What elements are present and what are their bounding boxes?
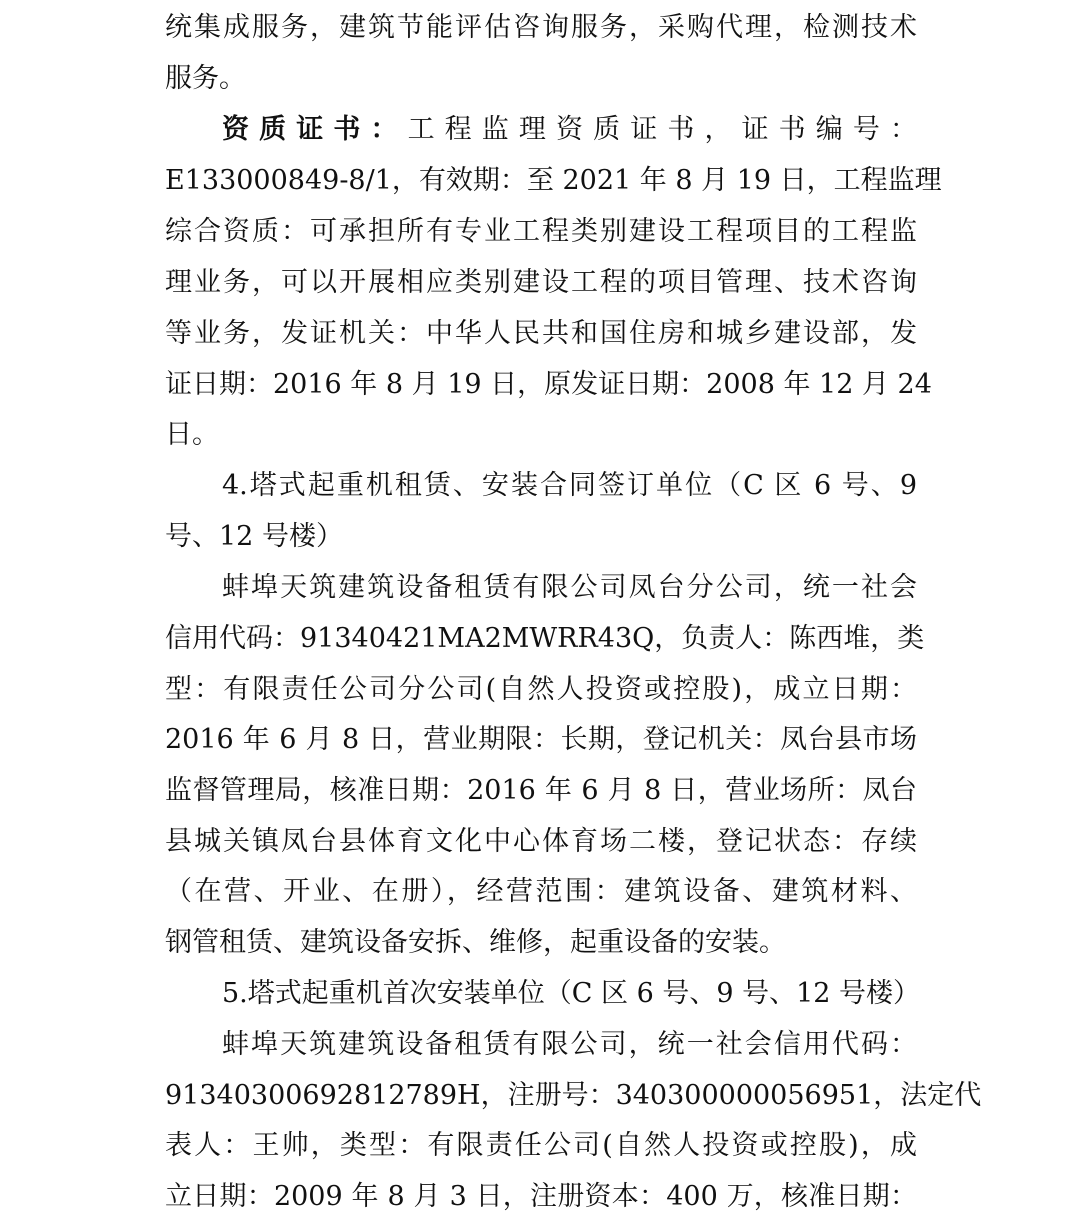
text-line: 证日期：2016 年 8 月 19 日，原发证日期：2008 年 12 月 24 — [165, 369, 932, 400]
text-line: 统集成服务，建筑节能评估咨询服务，采购代理，检测技术 — [165, 12, 917, 43]
text-line: 信用代码：91340421MA2MWRR43Q，负责人：陈西堆，类 — [165, 623, 925, 654]
qualification-text: 工程监理资质证书，证书编号： — [407, 114, 918, 145]
text-line: 理业务，可以开展相应类别建设工程的项目管理、技术咨询 — [165, 267, 917, 298]
text-line: （在营、开业、在册），经营范围：建筑设备、建筑材料、 — [165, 876, 917, 907]
text-line: 监督管理局，核准日期：2016 年 6 月 8 日，营业场所：凤台 — [165, 775, 917, 806]
text-line: 91340300692812789H，注册号：340300000056951，法定代 — [165, 1080, 982, 1111]
qualification-label: 资质证书： — [222, 114, 408, 145]
text-line: 型：有限责任公司分公司(自然人投资或控股)，成立日期： — [165, 674, 917, 705]
section-heading-4: 4.塔式起重机租赁、安装合同签订单位（C 区 6 号、9 — [222, 470, 917, 501]
text-line: 等业务，发证机关：中华人民共和国住房和城乡建设部，发 — [165, 318, 917, 349]
text-line: 蚌埠天筑建筑设备租赁有限公司，统一社会信用代码： — [222, 1029, 917, 1060]
text-line: E133000849-8/1，有效期：至 2021 年 8 月 19 日，工程监理 — [165, 165, 942, 196]
text-line: 表人：王帅，类型：有限责任公司(自然人投资或控股)，成 — [165, 1130, 917, 1161]
text-line: 蚌埠天筑建筑设备租赁有限公司凤台分公司，统一社会 — [222, 572, 917, 603]
text-line: 综合资质：可承担所有专业工程类别建设工程项目的工程监 — [165, 216, 917, 247]
text-line: 服务。 — [165, 63, 246, 94]
text-line: 日。 — [165, 419, 219, 450]
text-line — [222, 105, 917, 155]
text-line: 钢管租赁、建筑设备安拆、维修，起重设备的安装。 — [165, 927, 786, 958]
text-line: 县城关镇凤台县体育文化中心体育场二楼，登记状态：存续 — [165, 826, 917, 857]
text-line: 2016 年 6 月 8 日，营业期限：长期，登记机关：凤台县市场 — [165, 724, 917, 755]
section-heading-5: 5.塔式起重机首次安装单位（C 区 6 号、9 号、12 号楼） — [222, 978, 921, 1009]
section-heading-4-cont: 号、12 号楼） — [165, 521, 343, 552]
text-line: 立日期：2009 年 8 月 3 日，注册资本：400 万，核准日期： — [165, 1181, 917, 1212]
